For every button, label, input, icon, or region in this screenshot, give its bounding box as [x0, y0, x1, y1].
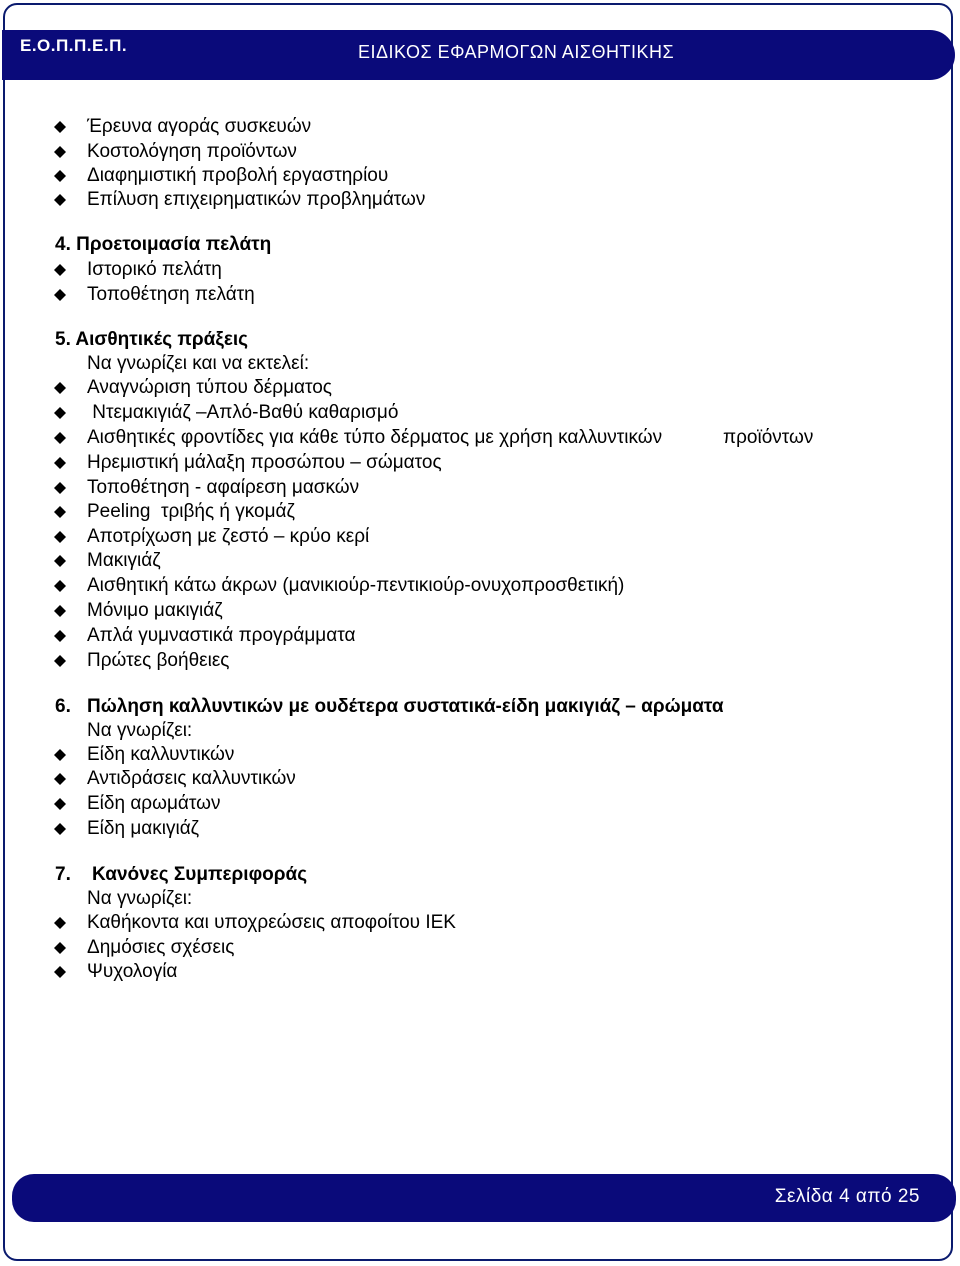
list-item-text: Μακιγιάζ [87, 550, 161, 571]
list-item-text: Είδη αρωμάτων [87, 793, 221, 814]
page-header [2, 30, 955, 80]
list-item-text: Κοστολόγηση προϊόντων [87, 141, 297, 162]
diamond-bullet-icon [54, 194, 66, 206]
list-item-text: Είδη καλλυντικών [87, 744, 235, 765]
list-item-text: Peeling τριβής ή γκομάζ [87, 501, 295, 522]
diamond-bullet-icon [54, 749, 66, 761]
list-item-text: Τοποθέτηση - αφαίρεση μασκών [87, 477, 360, 498]
diamond-bullet-icon [54, 655, 66, 667]
section-heading-text: Πώληση καλλυντικών με ουδέτερα συστατικά-είδη μακιγιάζ – αρώματα [87, 696, 724, 717]
diamond-bullet-icon [54, 121, 66, 133]
section-heading-number: 6. [55, 696, 71, 717]
diamond-bullet-icon [54, 605, 66, 617]
list-item-text: Τοποθέτηση πελάτη [87, 284, 255, 305]
list-item-text-suffix: προϊόντων [723, 427, 814, 448]
header-title: ΕΙΔΙΚΟΣ ΕΦΑΡΜΟΓΩΝ ΑΙΣΘΗΤΙΚΗΣ [358, 42, 675, 62]
diamond-bullet-icon [54, 580, 66, 592]
diamond-bullet-icon [54, 482, 66, 494]
diamond-bullet-icon [54, 289, 66, 301]
section-heading-text: Κανόνες Συμπεριφοράς [92, 864, 308, 885]
diamond-bullet-icon [54, 531, 66, 543]
page-footer [12, 1174, 956, 1222]
diamond-bullet-icon [54, 407, 66, 419]
diamond-bullet-icon [54, 457, 66, 469]
list-item-text: Απλά γυμναστικά προγράμματα [87, 625, 356, 646]
list-item-text: Μόνιμο μακιγιάζ [87, 600, 223, 621]
diamond-bullet-icon [54, 382, 66, 394]
header-organization: Ε.Ο.Π.Π.Ε.Π. [20, 36, 128, 55]
list-item-text: Ψυχολογία [87, 961, 178, 982]
list-item-text: Καθήκοντα και υποχρεώσεις αποφοίτου ΙΕΚ [87, 912, 456, 933]
list-item-text: Αντιδράσεις καλλυντικών [87, 768, 296, 789]
diamond-bullet-icon [54, 170, 66, 182]
list-item-text: Αισθητικές φροντίδες για κάθε τύπο δέρματος με χρήση καλλυντικών [87, 427, 663, 448]
list-item-text: Αναγνώριση τύπου δέρματος [87, 377, 332, 398]
diamond-bullet-icon [54, 506, 66, 518]
section-heading-number: 7. [55, 864, 71, 885]
list-item-text: Δημόσιες σχέσεις [87, 937, 235, 958]
list-item-text: Ντεμακιγιάζ –Απλό-Βαθύ καθαρισμό [87, 402, 399, 423]
diamond-bullet-icon [54, 917, 66, 929]
section-note-text: Να γνωρίζει και να εκτελεί: [87, 353, 310, 374]
diamond-bullet-icon [54, 798, 66, 810]
diamond-bullet-icon [54, 773, 66, 785]
diamond-bullet-icon [54, 942, 66, 954]
list-item-text: Διαφημιστική προβολή εργαστηρίου [87, 165, 389, 186]
list-item-text: Αποτρίχωση με ζεστό – κρύο κερί [87, 526, 370, 547]
list-item-text: Ιστορικό πελάτη [87, 259, 222, 280]
section-note-text: Να γνωρίζει: [87, 888, 193, 909]
list-item-text: Έρευνα αγοράς συσκευών [87, 116, 312, 137]
section-heading-text: 4. Προετοιμασία πελάτη [55, 234, 272, 255]
list-item-text: Ηρεμιστική μάλαξη προσώπου – σώματος [87, 452, 442, 473]
diamond-bullet-icon [54, 264, 66, 276]
diamond-bullet-icon [54, 555, 66, 567]
section-note-text: Να γνωρίζει: [87, 720, 193, 741]
diamond-bullet-icon [54, 146, 66, 158]
list-item-text: Είδη μακιγιάζ [87, 818, 200, 839]
list-item-text: Επίλυση επιχειρηματικών προβλημάτων [87, 189, 426, 210]
page-number: Σελίδα 4 από 25 [774, 1186, 920, 1207]
diamond-bullet-icon [54, 966, 66, 978]
diamond-bullet-icon [54, 630, 66, 642]
diamond-bullet-icon [54, 432, 66, 444]
list-item-text: Πρώτες βοήθειες [87, 650, 230, 671]
list-item-text: Αισθητική κάτω άκρων (μανικιούρ-πεντικιούρ-ονυχοπροσθετική) [87, 575, 625, 596]
diamond-bullet-icon [54, 823, 66, 835]
section-heading-text: 5. Αισθητικές πράξεις [55, 329, 248, 350]
